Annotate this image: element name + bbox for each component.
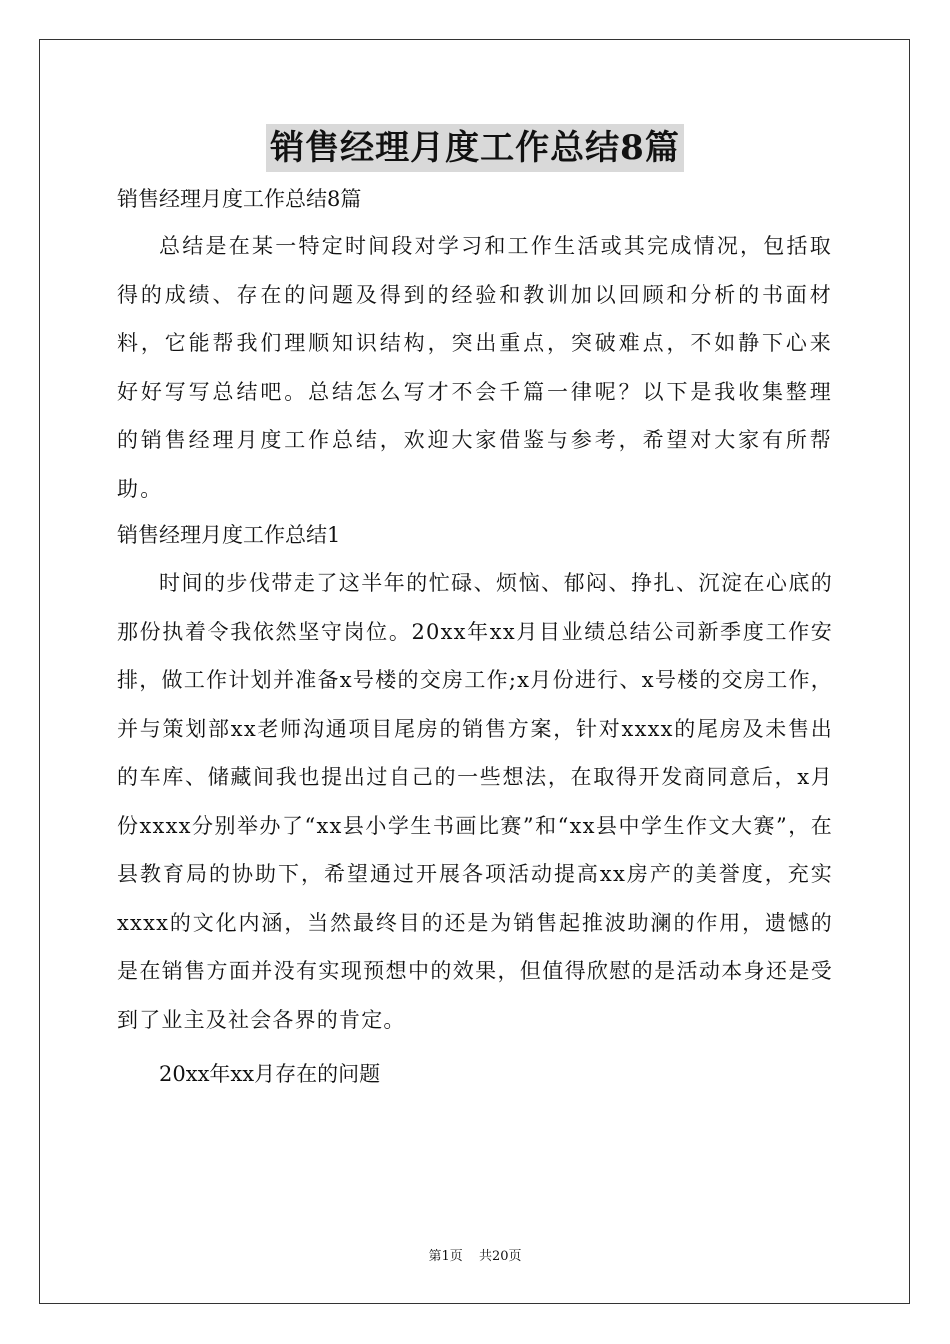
- intro-section: [117, 222, 833, 513]
- section1-heading: 销售经理月度工作总结1: [117, 523, 341, 547]
- page-total: 共20页: [478, 1249, 522, 1264]
- subtitle-line: 销售经理月度工作总结8篇: [117, 187, 362, 211]
- document-body: [117, 180, 833, 1094]
- page-footer: [0, 1245, 950, 1264]
- intro-paragraph: 总结是在某一特定时间段对学习和工作生活或其完成情况，包括取得的成绩、存在的问题及得到的经验和教训加以回顾和分析的书面材料，它能帮我们理顺知识结构，突出重点，突破难点，不如静下心来好好写写总结吧。总结怎么写才不会千篇一律呢？以下是我收集整理的销售经理月度工作总结，欢迎大家借鉴与参考，希望对大家有所帮助。: [117, 234, 833, 501]
- document-title: 销售经理月度工作总结8篇: [266, 124, 684, 172]
- title-container: [0, 124, 950, 172]
- section1-body: [117, 559, 833, 1044]
- section1-paragraph: 时间的步伐带走了这半年的忙碌、烦恼、郁闷、挣扎、沉淀在心底的那份执着令我依然坚守岗位。20xx年xx月目业绩总结公司新季度工作安排，做工作计划并准备x号楼的交房工作;x月份进行、x号楼的交房工作，并与策划部xx老师沟通项目尾房的销售方案，针对xxxx的尾房及未售出的车库、储藏间我也提出过自己的一些想法，在取得开发商同意后，x月份xxxx分别举办了“xx县小学生书画比赛”和“xx县中学生作文大赛”，在县教育局的协助下，希望通过开展各项活动提高xx房产的美誉度，充实xxxx的文化内涵，当然最终目的还是为销售起推波助澜的作用，遗憾的是在销售方面并没有实现预想中的效果，但值得欣慰的是活动本身还是受到了业主及社会各界的肯定。: [117, 571, 833, 1032]
- section2-heading: 20xx年xx月存在的问题: [159, 1062, 381, 1086]
- page-number: 第1页: [428, 1249, 463, 1264]
